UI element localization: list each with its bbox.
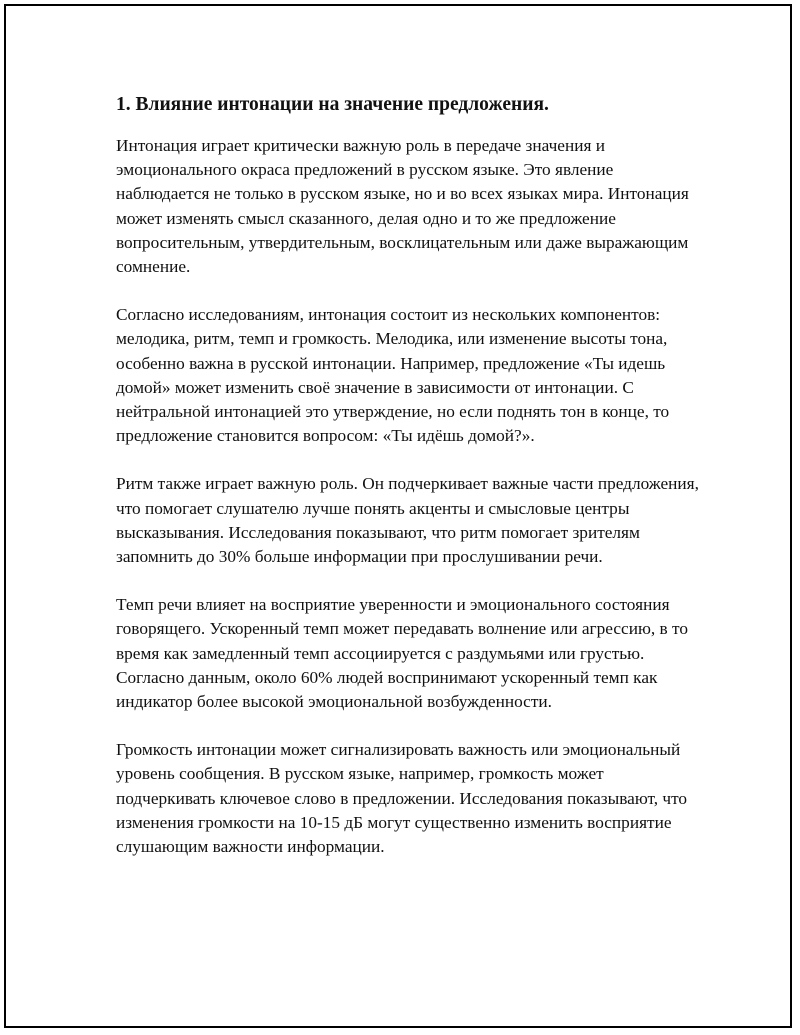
- paragraph-rhythm: Ритм также играет важную роль. Он подчеркивает важные части предложения, что помогает слушателю лучше понять акценты и смысловые центры высказывания. Исследования показывают, что ритм помогает зрителям запомнить до 30% больше информации при прослушивании речи.: [116, 474, 699, 567]
- paragraph-tempo: Темп речи влияет на восприятие уверенности и эмоционального состояния говорящего. Ускоренный темп может передавать волнение или агрессию, в то время как замедленный темп ассоциируется с раздумьями или грустью. Согласно данным, около 60% людей воспринимают ускоренный темп как индикатор более высокой эмоциональной возбужденности.: [116, 595, 688, 712]
- section-heading: 1. Влияние интонации на значение предложения.: [116, 94, 549, 115]
- paragraph-loudness: Громкость интонации может сигнализировать важность или эмоциональный уровень сообщения. В русском языке, например, громкость может подчеркивать ключевое слово в предложении. Исследования показывают, что изменения громкости на 10-15 дБ могут существенно изменить восприятие слушающим важности информации.: [116, 740, 688, 857]
- document-body: [116, 92, 706, 883]
- paragraph-components: Согласно исследованиям, интонация состоит из нескольких компонентов: мелодика, ритм, темп и громкость. Мелодика, или изменение высоты тона, особенно важна в русской интонации. Например, предложение «Ты идешь домой» может изменить своё значение в зависимости от интонации. С нейтральной интонацией это утверждение, но если поднять тон в конце, то предложение становится вопросом: «Ты идёшь домой?».: [116, 305, 670, 446]
- paragraph-intro: Интонация играет критически важную роль в передаче значения и эмоционального окраса предложений в русском языке. Это явление наблюдается не только в русском языке, но и во всех языках мира. Интонация может изменять смысл сказанного, делая одно и то же предложение вопросительным, утвердительным, восклицательным или даже выражающим сомнение.: [116, 136, 689, 277]
